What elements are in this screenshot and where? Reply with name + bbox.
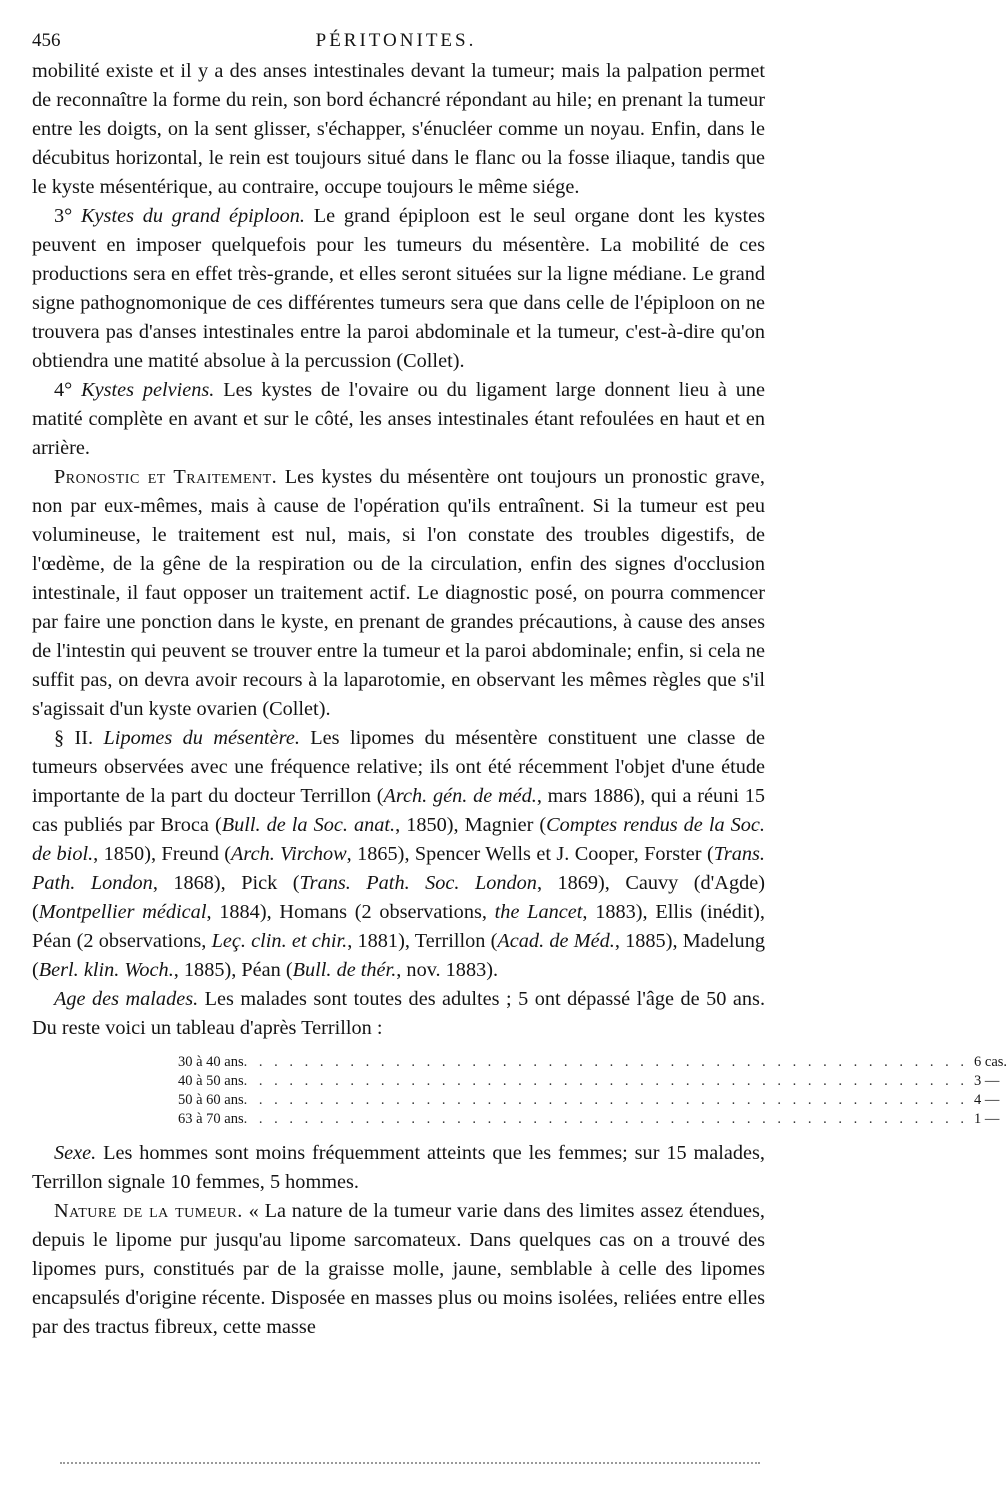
paragraph-pelvic-cysts: 4° Kystes pelviens. Les kystes de l'ovaire ou du ligament large donnent lieu à une matité complète en avant et sur le côté, les anses intestinales étant refoulées en haut et en arrière.: [32, 379, 766, 459]
citation: Leç. clin. et chir.: [211, 930, 348, 952]
section-number: § II.: [54, 727, 94, 749]
paragraph-kidney-diagnosis: mobilité existe et il y a des anses intestinales devant la tumeur; mais la palpation permet de reconnaître la forme du rein, son bord échancré répondant au hile; en prenant la tumeur entre les doigts, on la sent glisser, s'échapper, s'énucléer comme un noyau. Enfin, dans le décubitus horizontal, le rein est toujours situé dans le flanc ou la fosse iliaque, tandis que le kyste mésentérique, au contraire, occupe toujours le même siége.: [32, 60, 765, 198]
paragraph-patient-age: Age des malades. Les malades sont toutes des adultes ; 5 ont dépassé l'âge de 50 ans. Du reste voici un tableau d'après Terrillon :: [32, 988, 766, 1039]
section-title: Kystes pelviens.: [81, 379, 215, 401]
section-title: Sexe.: [54, 1142, 97, 1164]
section-title: Nature de la tumeur.: [54, 1200, 243, 1222]
section-title: Age des malades.: [54, 988, 199, 1010]
leader-dots: . . . . . . . . . . . . . . . . . . . . . . . . . . . . . . . . . . . . . . . . . . . . . . . .: [243, 1111, 969, 1127]
section-number: 3°: [54, 205, 73, 227]
leader-dots: . . . . . . . . . . . . . . . . . . . . . . . . . . . . . . . . . . . . . . . . . . . . . . . .: [243, 1092, 969, 1108]
paragraph-omentum-cysts: 3° Kystes du grand épiploon. Le grand épiploon est le seul organe dont les kystes peuvent en imposer quelquefois pour les tumeurs du mésentère. La mobilité de ces productions sera en effet très-grande, et elles seront situées sur la ligne médiane. Le grand signe pathognomonique de ces différentes tumeurs sera que dans celle de l'épiploon on ne trouvera pas d'anses intestinales entre la paroi abdominale et la tumeur, c'est-à-dire qu'on obtiendra une matité absolue à la percussion (Collet).: [32, 205, 765, 372]
citation: Trans. Path. Soc. London: [299, 872, 537, 894]
citation: Bull. de la Soc. anat.: [221, 814, 396, 836]
age-range: 50 à 60 ans: [178, 1092, 244, 1108]
leader-dots: . . . . . . . . . . . . . . . . . . . . . . . . . . . . . . . . . . . . . . . . . . . . . . . .: [243, 1054, 969, 1070]
leader-dots: . . . . . . . . . . . . . . . . . . . . . . . . . . . . . . . . . . . . . . . . . . . . . . . .: [243, 1073, 969, 1089]
citation: Comptes rendus de la Soc. de biol.: [32, 814, 765, 865]
citation: Arch. Virchow: [231, 843, 347, 865]
age-table-row: [178, 1072, 1000, 1091]
age-table: [178, 1053, 1007, 1129]
citation: the Lancet: [494, 901, 583, 923]
case-count: 4 —: [974, 1092, 1000, 1108]
body-text: [32, 57, 1007, 1342]
age-table-row: [178, 1110, 1000, 1129]
page-header: [32, 30, 760, 58]
paragraph-sex: Sexe. Les hommes sont moins fréquemment atteints que les femmes; sur 15 malades, Terrillon signale 10 femmes, 5 hommes.: [32, 1142, 765, 1193]
paragraph-lipomas: § II. Lipomes du mésentère. Les lipomes du mésentère constituent une classe de tumeurs observées avec une fréquence relative; ils ont été récemment l'objet d'une étude importante de la part du docteur Terrillon (Arch. gén. de méd., mars 1886), qui a réuni 15 cas publiés par Broca (Bull. de la Soc. anat., 1850), Magnier (Comptes rendus de la Soc. de biol., 1850), Freund (Arch. Virchow, 1865), Spencer Wells et J. Cooper, Forster (Trans. Path. London, 1868), Pick (Trans. Path. Soc. London, 1869), Cauvy (d'Agde) (Montpellier médical, 1884), Homans (2 observations, the Lancet, 1883), Ellis (inédit), Péan (2 observations, Leç. clin. et chir., 1881), Terrillon (Acad. de Méd., 1885), Madelung (Berl. klin. Woch., 1885), Péan (Bull. de thér., nov. 1883).: [32, 727, 766, 981]
citation: Acad. de Méd.: [497, 930, 615, 952]
age-table-row: [178, 1091, 1000, 1110]
age-range: 63 à 70 ans: [178, 1111, 244, 1127]
section-title: Lipomes du mésentère.: [103, 727, 300, 749]
citation: Arch. gén. de méd.: [383, 785, 537, 807]
running-title: PÉRITONITES.: [315, 30, 477, 51]
paragraph-tumor-nature: Nature de la tumeur. « La nature de la tumeur varie dans des limites assez étendues, depuis le lipome pur jusqu'au lipome sarcomateux. Dans quelques cas on a trouvé des lipomes purs, constitués par de la graisse molle, jaune, semblable à celle des lipomes encapsulés d'origine récente. Disposée en masses plus ou moins isolées, reliées entre elles par des tractus fibreux, cette masse: [32, 1200, 765, 1338]
paragraph-prognosis-treatment: Pronostic et Traitement. Les kystes du mésentère ont toujours un pronostic grave, non par eux-mêmes, mais à cause de l'opération qu'ils entraînent. Si la tumeur est peu volumineuse, le traitement est nul, mais, si l'on constate des troubles digestifs, de l'œdème, de la gêne de la respiration ou de la circulation, enfin des signes d'occlusion intestinale, il faut opposer un traitement actif. Le diagnostic posé, on pourra commencer par faire une ponction dans le kyste, en prenant de grandes précautions, à cause des anses de l'intestin qui peuvent se trouver entre la tumeur et la paroi abdominale; enfin, si cela ne suffit pas, on devra avoir recours à la laparotomie, en observant les mêmes règles que s'il s'agissait d'un kyste ovarien (Collet).: [32, 466, 765, 720]
age-table-row: [178, 1053, 1007, 1072]
age-range: 30 à 40 ans: [178, 1054, 244, 1070]
page-number: 456: [32, 30, 61, 51]
citation: Berl. klin. Woch.: [38, 959, 174, 981]
citation: Montpellier médical: [38, 901, 207, 923]
section-title: Kystes du grand épiploon.: [81, 205, 305, 227]
case-count: 6 cas.: [974, 1054, 1007, 1070]
age-range: 40 à 50 ans: [178, 1073, 244, 1089]
case-count: 3 —: [974, 1073, 1000, 1089]
case-count: 1 —: [974, 1111, 1000, 1127]
footer-rule: [60, 1462, 760, 1464]
citation: Bull. de thér.: [292, 959, 397, 981]
section-title: Pronostic et Traitement.: [54, 466, 278, 488]
citation: Trans. Path. London: [32, 843, 765, 894]
section-number: 4°: [54, 379, 73, 401]
